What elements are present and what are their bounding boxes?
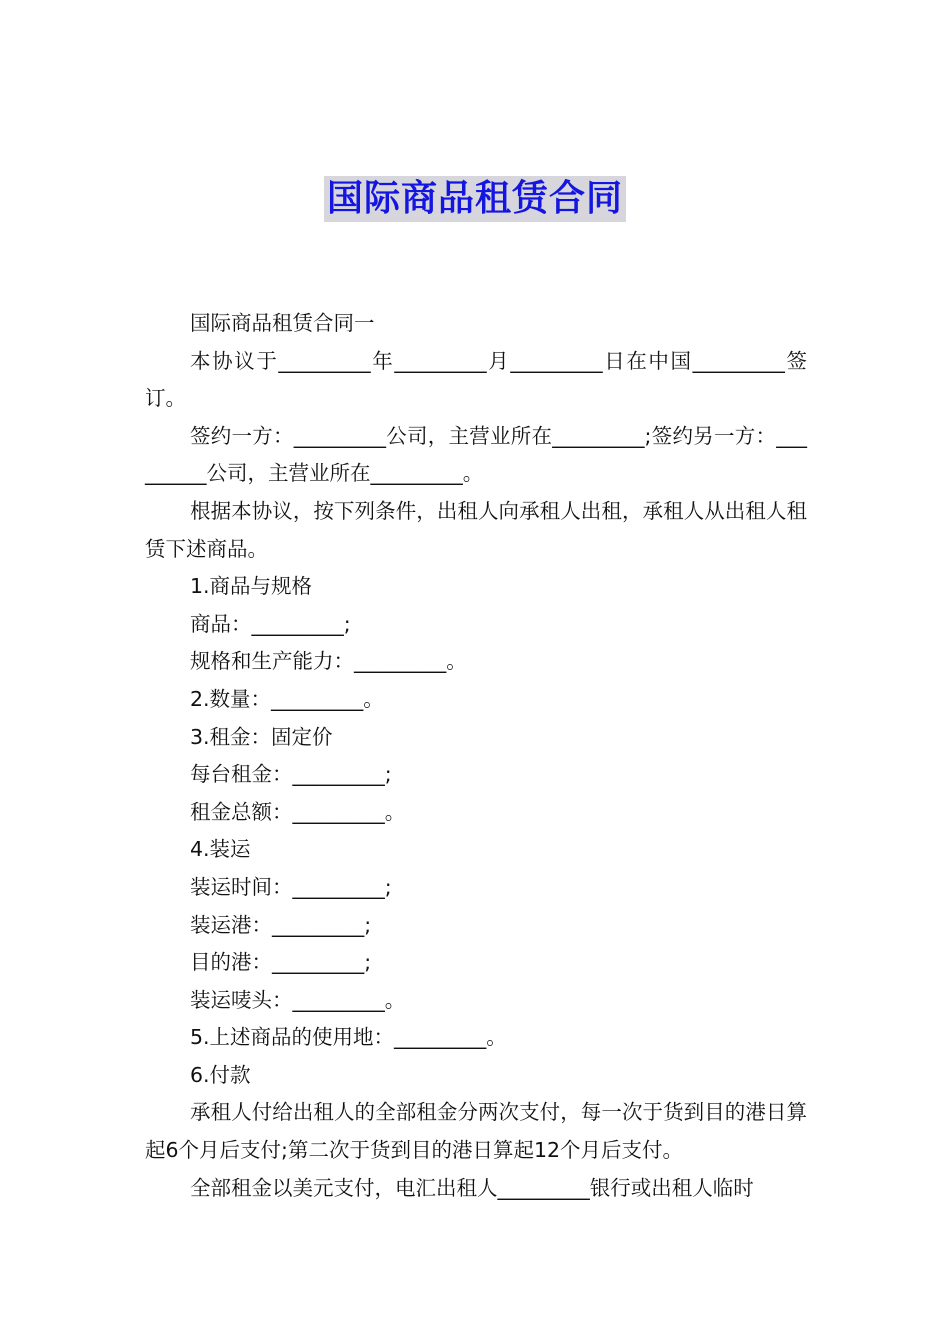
title-container xyxy=(0,176,950,222)
section-quantity: 2.数量：_________。 xyxy=(190,686,384,711)
paragraph-signing-date: 本协议于_________年_________月_________日在中国_________签订。 xyxy=(145,348,807,411)
field-port-of-destination: 目的港：_________; xyxy=(190,950,372,975)
field-rent-per-unit: 每台租金：_________; xyxy=(190,762,392,787)
document-title: 国际商品租赁合同 xyxy=(324,176,626,222)
section-shipment: 4.装运 xyxy=(190,837,251,862)
paragraph-parties: 签约一方：_________公司，主营业所在_________;签约另一方：_________公司，主营业所在_________。 xyxy=(145,423,807,486)
section-rent: 3.租金：固定价 xyxy=(190,724,333,749)
paragraph-payment-currency: 全部租金以美元支付，电汇出租人_________银行或出租人临时 xyxy=(190,1175,754,1200)
field-shipping-marks: 装运唛头：_________。 xyxy=(190,987,406,1012)
field-shipment-time: 装运时间：_________; xyxy=(190,874,392,899)
field-rent-total: 租金总额：_________。 xyxy=(190,799,406,824)
section-place-of-use: 5.上述商品的使用地：_________。 xyxy=(190,1025,507,1050)
field-specs: 规格和生产能力：_________。 xyxy=(190,649,467,674)
field-port-of-loading: 装运港：_________; xyxy=(190,912,372,937)
paragraph-preamble: 根据本协议，按下列条件，出租人向承租人出租，承租人从出租人租赁下述商品。 xyxy=(145,498,807,561)
section-goods-specs: 1.商品与规格 xyxy=(190,574,313,599)
field-goods: 商品：_________; xyxy=(190,611,351,636)
paragraph-heading: 国际商品租赁合同一 xyxy=(190,311,375,335)
section-payment: 6.付款 xyxy=(190,1062,251,1087)
document-body xyxy=(145,305,807,1207)
paragraph-payment-terms: 承租人付给出租人的全部租金分两次支付，每一次于货到目的港日算起6个月后支付;第二次于货到目的港日算起12个月后支付。 xyxy=(145,1100,807,1163)
